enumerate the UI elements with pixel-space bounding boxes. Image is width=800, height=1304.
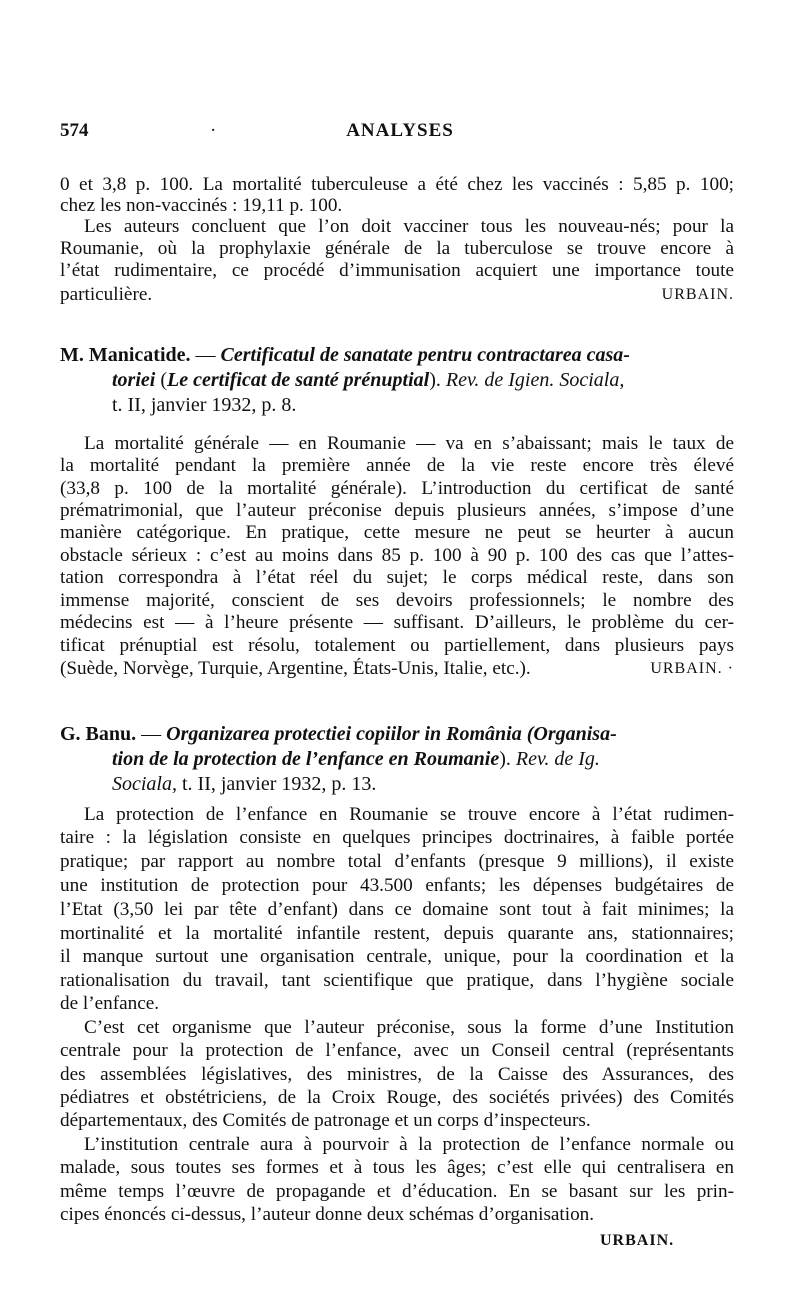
text-line: malade, sous toutes ses formes et à tous les âges; c’est elle qui centralisera en bbox=[60, 1157, 734, 1178]
text-line: Roumanie, où la prophylaxie générale de la tuberculose se trouve encore à bbox=[60, 238, 734, 259]
text-line: L’institution centrale aura à pourvoir à la protection de l’enfance normale ou bbox=[84, 1134, 734, 1155]
text-line: la mortalité pendant la première année de la vie reste encore très élevé bbox=[60, 455, 734, 476]
journal-name-cont: Sociala, bbox=[112, 773, 177, 795]
text-line: centrale pour la protection de l’enfance, avec un Conseil central (représentants bbox=[60, 1040, 734, 1061]
text-line: chez les non-vaccinés : 19,11 p. 100. bbox=[60, 195, 343, 216]
text-line: cipes énoncés ci-dessus, l’auteur donne deux schémas d’organisation. bbox=[60, 1204, 595, 1225]
text-line: pratique; par rapport au nombre total d’enfants (presque 9 millions), il existe bbox=[60, 851, 734, 872]
text-line: rationalisation du travail, tant scientifique que pratique, dans l’hygiène sociale bbox=[60, 970, 734, 991]
article-title-french: (Organisa- bbox=[526, 723, 617, 745]
text-line: mortinalité et la mortalité infantile restent, depuis quarante ans, stationnaires; bbox=[60, 923, 734, 944]
ref-line bbox=[60, 722, 734, 746]
text-line: obstacle sérieux : c’est au moins dans 85 p. 100 à 90 p. 100 des cas que l’attes- bbox=[60, 545, 734, 566]
text-line: médecins est — à l’heure présente — suffisant. D’ailleurs, le problème du cer- bbox=[60, 612, 734, 633]
text-line: tificat prénuptial est résolu, totalement ou partiellement, dans plusieurs pays bbox=[60, 635, 734, 656]
text-line: l’état rudimentaire, ce procédé d’immunisation acquiert une importance toute bbox=[60, 260, 734, 281]
article-title-french-cont: tion de la protection de l’enfance en Roumanie bbox=[112, 748, 500, 770]
text-line: prématrimonial, que l’auteur préconise depuis plusieurs années, s’impose d’une bbox=[60, 500, 734, 521]
text-line: l’Etat (3,50 lei par tête d’enfant) dans ce domaine sont tout à fait minimes; la bbox=[60, 899, 734, 920]
article-title-romanian: Certificatul de sanatate pentru contractarea casa- bbox=[220, 344, 630, 366]
text-line bbox=[60, 658, 734, 679]
page-number: 574 bbox=[60, 120, 89, 141]
text-line: tation correspondra à l’état réel du sujet; le corps médical reste, dans son bbox=[60, 567, 734, 588]
signature: URBAIN. bbox=[661, 286, 734, 303]
page-header bbox=[60, 120, 740, 146]
header-dot: · bbox=[210, 120, 217, 141]
text-line: La mortalité générale — en Roumanie — va en s’abaissant; mais le taux de bbox=[84, 433, 734, 454]
text-line: taire : la législation consiste en quelques principes doctrinaires, à faible portée bbox=[60, 827, 734, 848]
text-line: pédiatres et obstétriciens, de la Croix Rouge, des sociétés privées) des Comités bbox=[60, 1087, 734, 1108]
ref-line bbox=[60, 343, 734, 367]
dash: — bbox=[190, 344, 221, 366]
text-line: départementaux, des Comités de patronage et un corps d’inspecteurs. bbox=[60, 1110, 591, 1131]
dash: — bbox=[136, 723, 167, 745]
text-line: il manque surtout une organisation centrale, unique, pour la coordination et la bbox=[60, 946, 734, 967]
text-line: (33,8 p. 100 de la mortalité générale). L’introduction du certificat de santé bbox=[60, 478, 734, 499]
ref-line: t. II, janvier 1932, p. 8. bbox=[112, 394, 297, 416]
text-span: particulière. bbox=[60, 284, 153, 305]
ref-details: t. II, janvier 1932, p. 13. bbox=[182, 773, 377, 795]
signature: URBAIN. bbox=[600, 1232, 675, 1249]
journal-name: Rev. de Ig. bbox=[515, 748, 600, 770]
text-line: C’est cet organisme que l’auteur préconise, sous la forme d’une Institution bbox=[84, 1017, 734, 1038]
ref-line bbox=[112, 772, 734, 796]
signature: URBAIN. · bbox=[650, 660, 734, 677]
article-author: G. Banu. bbox=[60, 723, 137, 745]
article-title-french: Le certificat de santé prénuptial bbox=[167, 369, 430, 391]
article-author: M. Manicatide. bbox=[60, 344, 191, 366]
text-line: La protection de l’enfance en Roumanie se trouve encore à l’état rudimen- bbox=[84, 804, 734, 825]
text-line: de l’enfance. bbox=[60, 993, 160, 1014]
text-line: 0 et 3,8 p. 100. La mortalité tuberculeuse a été chez les vaccinés : 5,85 p. 100; bbox=[60, 174, 734, 195]
text-span: (Suède, Norvège, Turquie, Argentine, États-Unis, Italie, etc.). bbox=[60, 658, 531, 679]
text-line: Les auteurs concluent que l’on doit vacciner tous les nouveau-nés; pour la bbox=[84, 216, 734, 237]
text-line: même temps l’œuvre de propagande et d’éducation. En se basant sur les prin- bbox=[60, 1181, 734, 1202]
article-title-romanian: Organizarea protectiei copiilor in România bbox=[166, 723, 522, 745]
ref-line: tion de la protection de l’enfance en Roumanie). Rev. de Ig. bbox=[112, 748, 600, 770]
text-line: manière catégorique. En pratique, cette mesure ne peut se heurter à aucun bbox=[60, 522, 734, 543]
text-line: des assemblées législatives, des ministres, de la Caisse des Assurances, des bbox=[60, 1064, 734, 1085]
ref-line: toriei (Le certificat de santé prénuptial). Rev. de Igien. Sociala, bbox=[112, 369, 625, 391]
journal-name: Rev. de Igien. Sociala, bbox=[445, 369, 625, 391]
article-title-romanian-cont: toriei bbox=[112, 369, 156, 391]
text-line: immense majorité, conscient de ses devoirs professionnels; le nombre des bbox=[60, 590, 734, 611]
text-line: une institution de protection pour 43.500 enfants; les dépenses budgétaires de bbox=[60, 875, 734, 896]
text-line bbox=[60, 284, 734, 305]
running-title: ANALYSES bbox=[346, 120, 454, 141]
